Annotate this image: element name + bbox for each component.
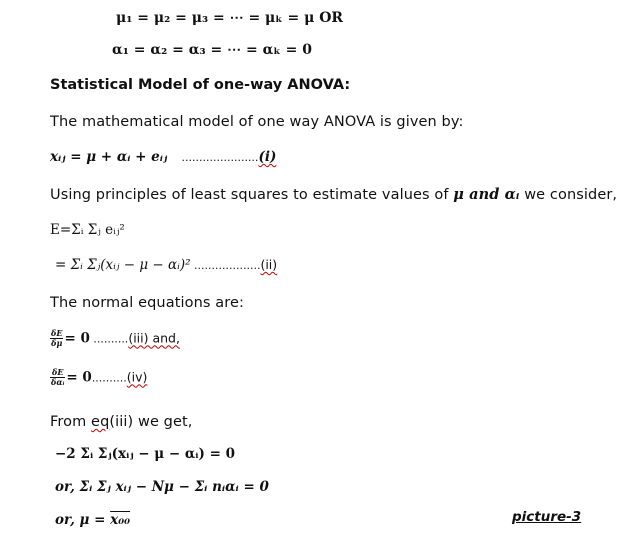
derivation-step-2 [55,479,269,495]
intro-paragraph [50,114,463,130]
partial-derivative-mu [50,329,63,348]
section-heading-text: Statistical Model of one-way ANOVA: [50,77,351,93]
model-equation-lhs: xᵢⱼ = μ + αᵢ + eᵢⱼ [50,149,168,165]
normal-equation-alpha-rhs: = 0 [66,369,92,386]
error-sum-text: E=Σᵢ Σⱼ eᵢⱼ² [50,222,125,238]
zero-effects-equation [112,42,312,58]
derivation-step-3 [55,512,130,528]
from-equation-word: eq [91,414,110,430]
partial-derivative-alpha-numerator: δE [51,367,64,377]
zero-effects-text: α₁ = α₂ = α₃ = ⋯ = αₖ = 0 [112,42,312,58]
normal-equation-mu-tag: (iii) and, [128,330,180,346]
equal-means-equation [116,10,343,26]
grand-mean-symbol: x₀₀ [110,512,131,528]
derivation-step-1-text: −2 Σᵢ Σⱼ(xᵢⱼ − μ − αᵢ) = 0 [55,446,235,462]
intro-text: The mathematical model of one way ANOVA is given by: [50,114,464,130]
partial-derivative-mu-numerator: δE [51,328,63,338]
error-sum-expansion-dots: ................... [190,259,261,272]
partial-derivative-alpha-denominator: δαᵢ [51,377,65,387]
partial-derivative-alpha [50,368,65,387]
model-equation-dots: ...................... [181,151,259,164]
derivation-step-2-text: or, Σᵢ Σⱼ xᵢⱼ − Nμ − Σᵢ nᵢαᵢ = 0 [55,479,269,495]
normal-equation-alpha-dots: .......... [91,371,127,385]
model-equation [50,149,276,165]
error-sum-definition [50,222,125,238]
picture-caption-text: picture-3 [512,509,582,525]
error-sum-expansion-tag: (ii) [260,257,278,272]
normal-equations-intro [50,295,244,311]
model-equation-tag: (i) [258,149,277,165]
derivation-step-3-text: or, μ = [55,512,111,528]
least-squares-sentence [50,186,617,203]
least-squares-math: μ and αᵢ [453,186,520,203]
least-squares-text-post: we consider, [519,187,617,203]
normal-equation-mu [50,329,180,348]
normal-equation-mu-dots: .......... [89,332,129,346]
derivation-step-1 [55,446,235,462]
section-heading [50,77,350,93]
normal-equations-intro-text: The normal equations are: [50,295,244,311]
normal-equation-alpha-tag: (iv) [126,369,148,385]
equal-means-text: μ₁ = μ₂ = μ₃ = ⋯ = μₖ = μ OR [116,10,344,26]
error-sum-expansion-text: = Σᵢ Σⱼ(xᵢⱼ − μ − αᵢ)² [55,257,191,273]
from-equation-pre: From [50,414,92,430]
normal-equation-mu-rhs: = 0 [64,330,90,347]
error-sum-expansion [55,257,277,273]
partial-derivative-mu-denominator: δμ [51,338,63,348]
picture-caption [512,509,581,525]
least-squares-text-pre: Using principles of least squares to estimate values of [50,187,454,203]
from-equation-post: (iii) we get, [109,414,193,430]
normal-equation-alpha [50,368,147,387]
from-equation-sentence [50,414,193,430]
